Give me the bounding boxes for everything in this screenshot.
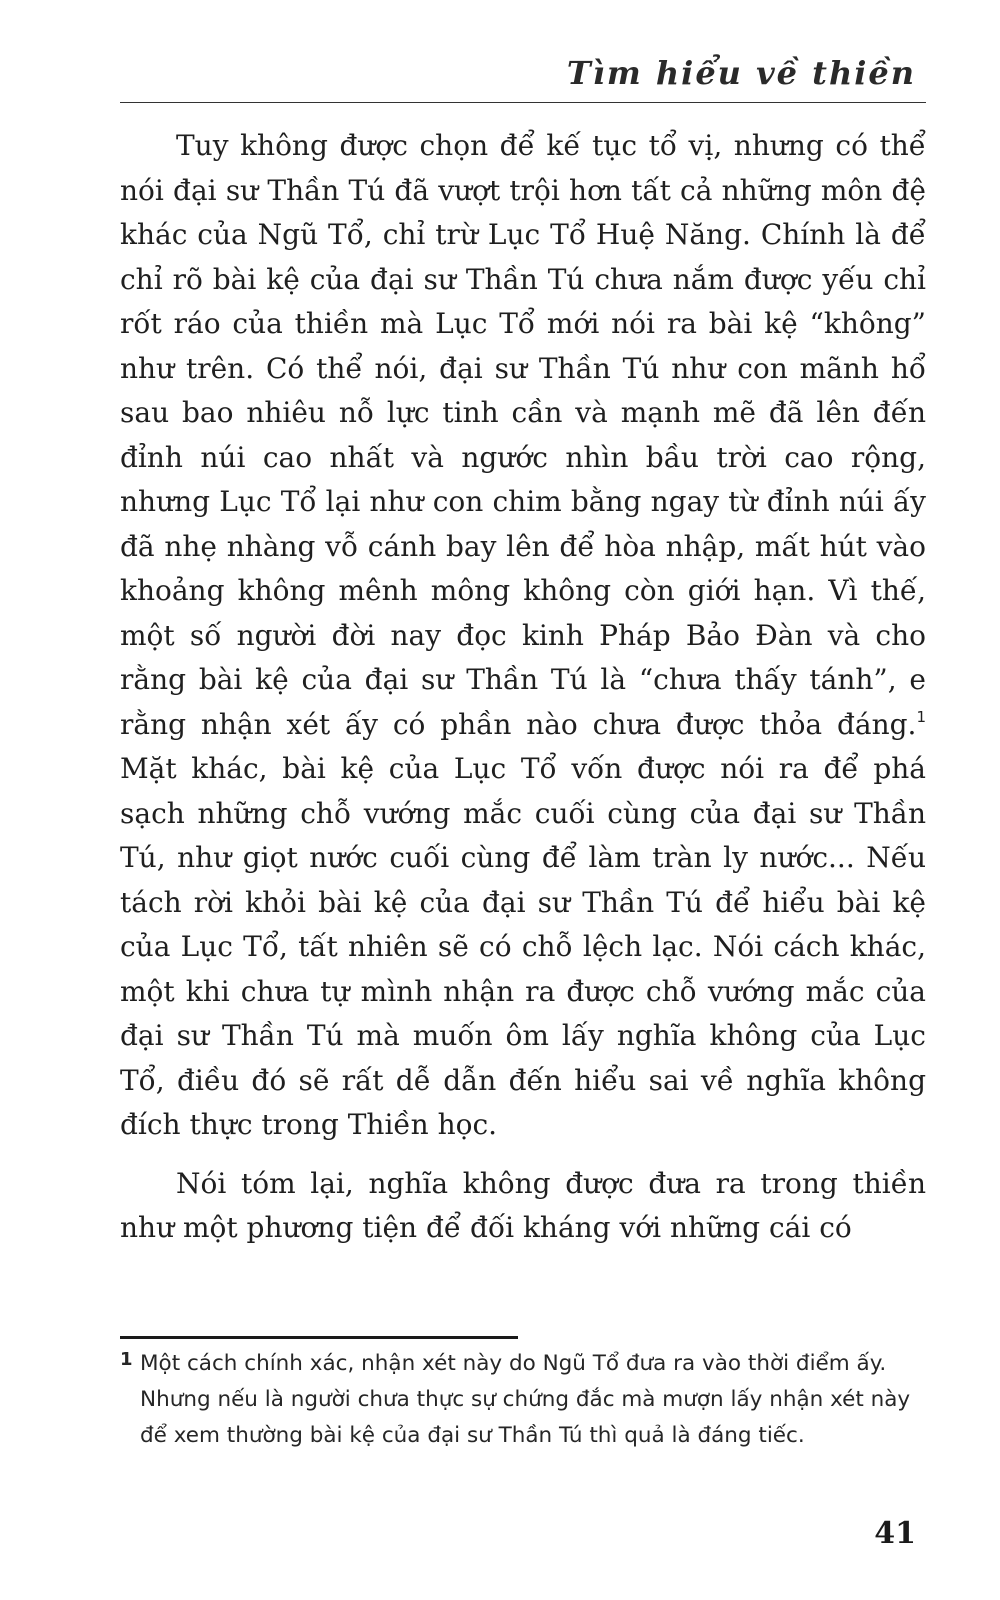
page-number: 41 <box>874 1516 916 1551</box>
paragraph-1-text-before-note: Tuy không được chọn để kế tục tổ vị, nhưng có thể nói đại sư Thần Tú đã vượt trội hơn tất cả những môn đệ khác của Ngũ Tổ, chỉ trừ Lục Tổ Huệ Năng. Chính là để chỉ rõ bài kệ của đại sư Thần Tú chưa nắm được yếu chỉ rốt ráo của thiền mà Lục Tổ mới nói ra bài kệ “không” như trên. Có thể nói, đại sư Thần Tú như con mãnh hổ sau bao nhiêu nỗ lực tinh cần và mạnh mẽ đã lên đến đỉnh núi cao nhất và ngước nhìn bầu trời cao rộng, nhưng Lục Tổ lại như con chim bằng ngay từ đỉnh núi ấy đã nhẹ nhàng vỗ cánh bay lên để hòa nhập, mất hút vào khoảng không mênh mông không còn giới hạn. Vì thế, một số người đời nay đọc kinh Pháp Bảo Đàn và cho rằng bài kệ của đại sư Thần Tú là “chưa thấy tánh”, e rằng nhận xét ấy có phần nào chưa được thỏa đáng. <box>120 129 926 741</box>
footnote-mark: 1 <box>120 1349 133 1370</box>
running-head: Tìm hiểu về thiền <box>566 54 916 92</box>
footnote-rule <box>120 1336 518 1339</box>
paragraph-1 <box>120 124 926 1148</box>
header-rule <box>120 102 926 103</box>
footnote-text: Một cách chính xác, nhận xét này do Ngũ Tổ đưa ra vào thời điểm ấy. Nhưng nếu là người chưa thực sự chứng đắc mà mượn lấy nhận xét này để xem thường bài kệ của đại sư Thần Tú thì quả là đáng tiếc. <box>140 1351 911 1448</box>
footnote <box>120 1346 926 1454</box>
body-text <box>120 124 926 1251</box>
footnote-reference: 1 <box>916 707 926 726</box>
paragraph-2: Nói tóm lại, nghĩa không được đưa ra trong thiền như một phương tiện để đối kháng với những cái có <box>120 1166 926 1244</box>
paragraph-1-text-after-note: Mặt khác, bài kệ của Lục Tổ vốn được nói ra để phá sạch những chỗ vướng mắc cuối cùng của đại sư Thần Tú, như giọt nước cuối cùng để làm tràn ly nước... Nếu tách rời khỏi bài kệ của đại sư Thần Tú để hiểu bài kệ của Lục Tổ, tất nhiên sẽ có chỗ lệch lạc. Nói cách khác, một khi chưa tự mình nhận ra được chỗ vướng mắc của đại sư Thần Tú mà muốn ôm lấy nghĩa không của Lục Tổ, điều đó sẽ rất dễ dẫn đến hiểu sai về nghĩa không đích thực trong Thiền học. <box>120 752 926 1141</box>
